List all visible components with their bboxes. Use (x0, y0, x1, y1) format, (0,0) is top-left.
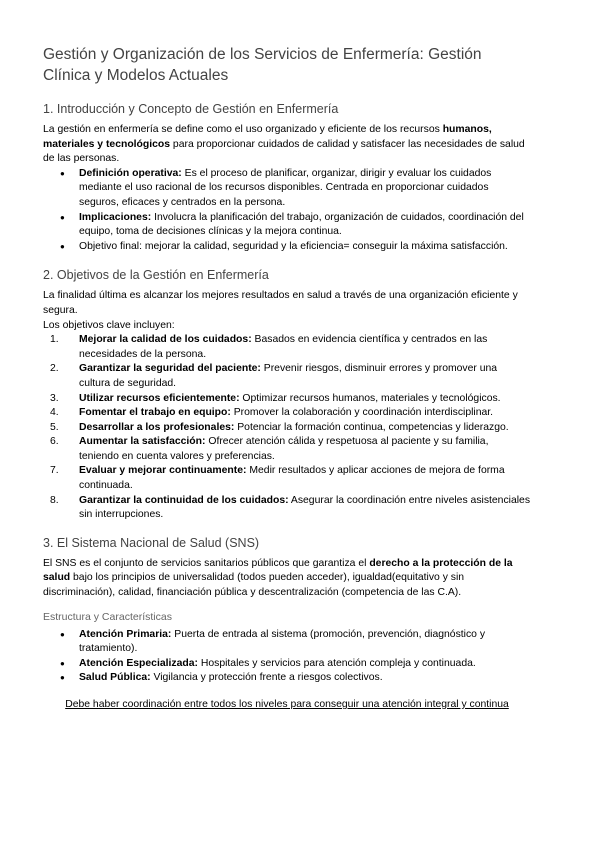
list-item (43, 421, 531, 436)
item-text: Objetivo final: mejorar la calidad, seguridad y la eficiencia= conseguir la máxima satisfacción. (79, 240, 508, 252)
list-item (43, 671, 531, 686)
list-item (43, 406, 531, 421)
closing-statement: Debe haber coordinación entre todos los niveles para conseguir una atención integral y continua (65, 699, 509, 710)
item-term: Desarrollar a los profesionales: (79, 421, 235, 433)
list-item (43, 167, 531, 211)
section-3-subheading: Estructura y Características (43, 610, 172, 623)
item-term: Garantizar la continuidad de los cuidados: (79, 494, 289, 506)
item-term: Mejorar la calidad de los cuidados: (79, 334, 252, 346)
item-term: Aumentar la satisfacción: (79, 436, 206, 448)
item-term: Atención Primaria: (79, 628, 172, 640)
section-2-intro: La finalidad última es alcanzar los mejores resultados en salud a través de una organización eficiente y segura. (43, 290, 518, 316)
item-text: Optimizar recursos humanos, materiales y tecnológicos. (239, 392, 501, 404)
list-item (43, 435, 531, 464)
intro-text-end: para proporcionar cuidados de calidad y satisfacer las necesidades de salud de las personas. (43, 138, 525, 165)
section-2-heading: 2. Objetivos de la Gestión en Enfermería (43, 268, 269, 283)
item-text: Puerta de entrada al sistema (promoción, prevención, diagnóstico y tratamiento). (79, 628, 486, 655)
intro-text: El SNS es el conjunto de servicios sanitarios públicos que garantiza el (43, 557, 370, 569)
list-item (43, 240, 531, 255)
list-item (43, 657, 531, 672)
item-term: Definición operativa: (79, 167, 182, 179)
item-text: Medir resultados y aplicar acciones de mejora de forma continuada. (79, 465, 505, 492)
list-item (43, 333, 531, 362)
list-item (43, 628, 531, 657)
item-number: 2. (50, 363, 59, 375)
item-text: Promover la colaboración y coordinación interdisciplinar. (230, 407, 494, 419)
item-term: Atención Especializada: (79, 657, 198, 669)
document-page (43, 44, 531, 713)
item-text: Involucra la planificación del trabajo, organización de cuidados, coordinación del equipo, toma de decisiones clínicas y la mejora continua. (79, 211, 524, 238)
item-text: Es el proceso de planificar, organizar, dirigir y evaluar los cuidados mediante el uso racional de los recursos disponibles. Centrada en proporcionar cuidados seguros, eficaces y centrados en la persona. (79, 167, 492, 208)
item-number: 4. (50, 407, 59, 419)
section-1-heading: 1. Introducción y Concepto de Gestión en Enfermería (43, 102, 339, 116)
item-term: Evaluar y mejorar continuamente: (79, 465, 247, 477)
item-term: Fomentar el trabajo en equipo: (79, 407, 231, 419)
list-item (43, 464, 531, 493)
intro-bold: derecho a la protección de la salud (43, 557, 513, 584)
item-number: 8. (50, 494, 59, 506)
list-item (43, 494, 531, 523)
item-term: Implicaciones: (79, 211, 152, 223)
item-text: Ofrecer atención cálida y respetuosa al paciente y su familia, teniendo en cuenta valores y preferencias. (79, 436, 489, 462)
item-text: Potenciar la formación continua, competencias y liderazgo. (234, 421, 509, 433)
section-2-lead: Los objetivos clave incluyen: (43, 319, 175, 331)
intro-bold: humanos, materiales y tecnológicos (43, 124, 492, 150)
item-number: 1. (50, 334, 59, 346)
item-number: 3. (50, 392, 59, 404)
section-3-intro (43, 557, 531, 601)
item-text: Prevenir riesgos, disminuir errores y promover una cultura de seguridad. (79, 363, 498, 389)
item-term: Utilizar recursos eficientemente: (79, 392, 240, 404)
intro-text: La gestión en enfermería se define como el uso organizado y eficiente de los recursos (43, 124, 443, 135)
document-title: Gestión y Organización de los Servicios de Enfermería: Gestión Clínica y Modelos Actuales (43, 46, 482, 84)
section-1-bullets (43, 167, 531, 255)
item-term: Salud Pública: (79, 672, 151, 684)
section-1-intro (43, 123, 531, 167)
item-text: Hospitales y servicios para atención compleja y continuada. (197, 657, 476, 669)
item-number: 5. (50, 421, 59, 433)
list-item (43, 362, 531, 391)
item-text: Asegurar la coordinación entre niveles asistenciales sin interrupciones. (79, 494, 531, 521)
item-text: Vigilancia y protección frente a riesgos colectivos. (150, 672, 383, 684)
section-2-objectives (43, 333, 531, 523)
item-text: Basados en evidencia científica y centrados en las necesidades de la persona. (79, 334, 488, 360)
item-number: 6. (50, 436, 59, 448)
item-number: 7. (50, 465, 59, 477)
list-item (43, 211, 531, 240)
item-term: Garantizar la seguridad del paciente: (79, 363, 261, 375)
section-3-bullets (43, 628, 531, 686)
section-3-heading: 3. El Sistema Nacional de Salud (SNS) (43, 535, 260, 550)
intro-text-end: bajo los principios de universalidad (todos pueden acceder), igualdad(equitativo y sin discriminación), calidad, financiación pública y descentralización (competencia de las C.A). (43, 572, 465, 599)
list-item (43, 392, 531, 407)
